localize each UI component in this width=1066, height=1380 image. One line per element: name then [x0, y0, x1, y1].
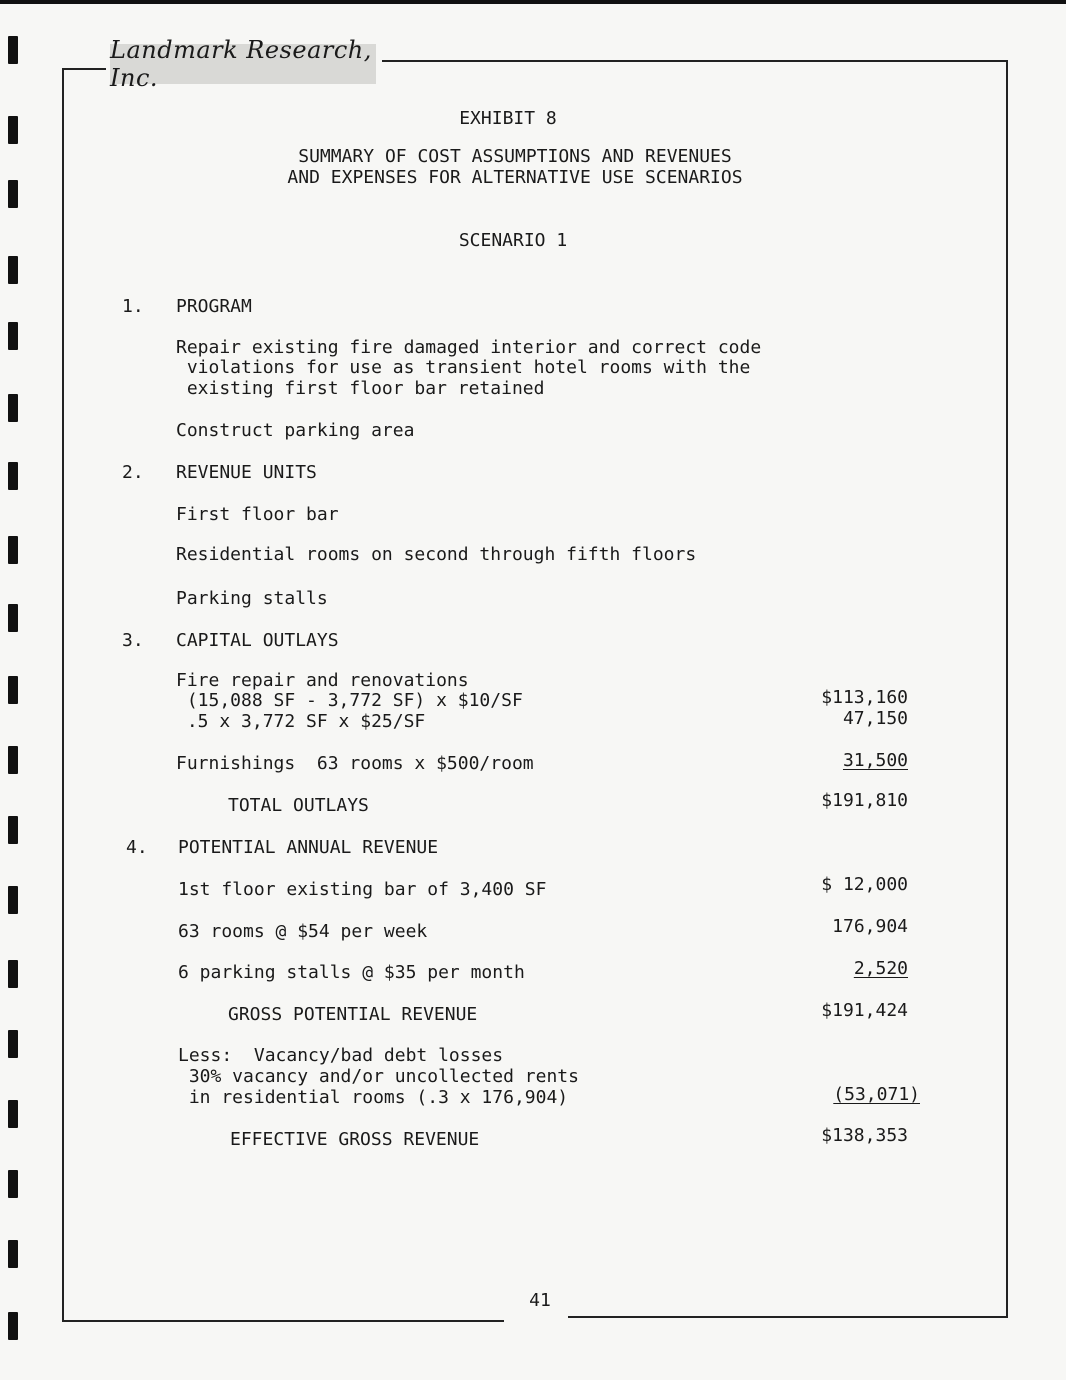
fire-repair-amount-1: $113,160	[821, 687, 908, 708]
section-heading-capital-outlays: CAPITAL OUTLAYS	[176, 630, 339, 651]
section-number-revenue-units: 2.	[122, 462, 144, 483]
fire-repair-calc-1: (15,088 SF - 3,772 SF) x $10/SF	[176, 690, 523, 711]
vacancy-loss-amount: (53,071)	[833, 1084, 920, 1105]
binder-punch-mark	[8, 1240, 18, 1268]
revenue-unit-parking: Parking stalls	[176, 588, 328, 609]
frame-border-bottom-left	[62, 1320, 504, 1322]
gross-potential-revenue-label: GROSS POTENTIAL REVENUE	[228, 1004, 478, 1025]
bar-revenue-label: 1st floor existing bar of 3,400 SF	[178, 879, 547, 900]
furnishings-label: Furnishings 63 rooms x $500/room	[176, 753, 534, 774]
furnishings-amount: 31,500	[842, 750, 908, 771]
top-edge-rule	[0, 0, 1066, 4]
binder-punch-mark	[8, 676, 18, 704]
summary-line-2: AND EXPENSES FOR ALTERNATIVE USE SCENARIOS	[287, 167, 743, 188]
revenue-unit-bar: First floor bar	[176, 504, 339, 525]
binder-punch-mark	[8, 394, 18, 422]
page-number: 41	[529, 1290, 551, 1311]
binder-punch-mark	[8, 886, 18, 914]
section-heading-potential-revenue: POTENTIAL ANNUAL REVENUE	[178, 837, 439, 858]
binder-punch-mark	[8, 36, 18, 64]
fire-repair-calc-2: .5 x 3,772 SF x $25/SF	[176, 711, 426, 732]
summary-line-1: SUMMARY OF COST ASSUMPTIONS AND REVENUES	[298, 146, 732, 167]
section-number-capital-outlays: 3.	[122, 630, 144, 651]
program-text-line-3: existing first floor bar retained	[176, 378, 545, 399]
program-text-line-1: Repair existing fire damaged interior and correct code	[176, 337, 762, 358]
binder-punch-mark	[8, 746, 18, 774]
vacancy-text-line-3: in residential rooms (.3 x 176,904)	[178, 1087, 569, 1108]
binder-punch-mark	[8, 462, 18, 490]
effective-gross-revenue-amount: $138,353	[821, 1125, 908, 1146]
gross-potential-revenue-amount: $191,424	[821, 1000, 908, 1021]
binder-punch-mark	[8, 816, 18, 844]
total-outlays-label: TOTAL OUTLAYS	[228, 795, 369, 816]
binder-punch-mark	[8, 1100, 18, 1128]
fire-repair-amount-2: 47,150	[842, 708, 908, 729]
parking-revenue-amount: 2,520	[853, 958, 908, 979]
section-number-program: 1.	[122, 296, 144, 317]
effective-gross-revenue-label: EFFECTIVE GROSS REVENUE	[230, 1129, 480, 1150]
frame-border-left	[62, 68, 64, 1320]
binder-punch-mark	[8, 1312, 18, 1340]
section-heading-revenue-units: REVENUE UNITS	[176, 462, 317, 483]
binder-punch-mark	[8, 604, 18, 632]
binder-punch-mark	[8, 322, 18, 350]
program-text-line-2: violations for use as transient hotel rooms with the	[176, 357, 751, 378]
fire-repair-label: Fire repair and renovations	[176, 670, 469, 691]
binder-punch-mark	[8, 536, 18, 564]
parking-revenue-label: 6 parking stalls @ $35 per month	[178, 962, 525, 983]
scenario-title: SCENARIO 1	[458, 230, 568, 251]
total-outlays-amount: $191,810	[821, 790, 908, 811]
binder-punch-mark	[8, 1170, 18, 1198]
binder-punch-mark	[8, 256, 18, 284]
exhibit-title: EXHIBIT 8	[459, 108, 557, 129]
program-text-parking: Construct parking area	[176, 420, 415, 441]
vacancy-text-line-2: 30% vacancy and/or uncollected rents	[178, 1066, 579, 1087]
frame-border-top-right	[382, 60, 1008, 62]
binder-punch-mark	[8, 1030, 18, 1058]
bar-revenue-amount: $ 12,000	[821, 874, 908, 895]
revenue-unit-rooms: Residential rooms on second through fifth floors	[176, 544, 697, 565]
section-heading-program: PROGRAM	[176, 296, 252, 317]
section-number-potential-revenue: 4.	[126, 837, 148, 858]
rooms-revenue-amount: 176,904	[832, 916, 908, 937]
letterhead-logo: Landmark Research, Inc.	[110, 44, 376, 84]
frame-border-top-left	[62, 68, 106, 70]
binder-punch-mark	[8, 960, 18, 988]
frame-border-bottom-right	[568, 1316, 1008, 1318]
rooms-revenue-label: 63 rooms @ $54 per week	[178, 921, 428, 942]
vacancy-text-line-1: Less: Vacancy/bad debt losses	[178, 1045, 504, 1066]
